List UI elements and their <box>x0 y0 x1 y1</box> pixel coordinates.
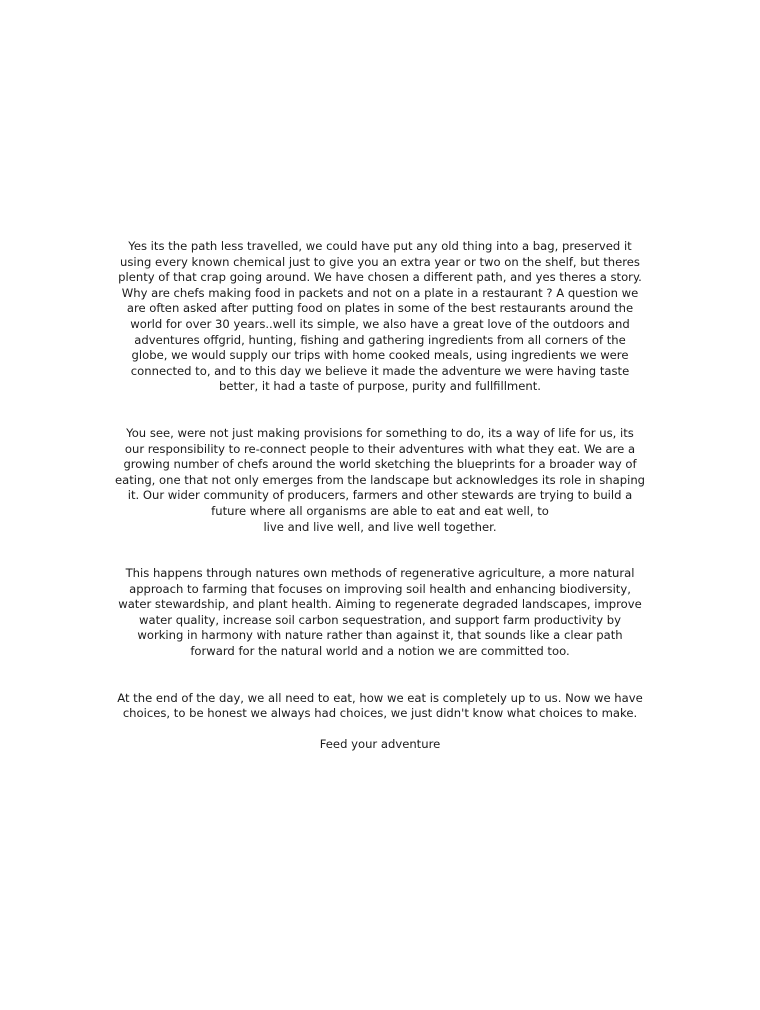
text-line: water stewardship, and plant health. Aiming to regenerate degraded landscapes, improve <box>118 597 642 612</box>
text-line: growing number of chefs around the world sketching the blueprints for a broader way of <box>123 457 637 472</box>
text-line: eating, one that not only emerges from the landscape but acknowledges its role in shaping <box>114 472 646 487</box>
text-line: You see, were not just making provisions for something to do, its a way of life for us, its <box>126 425 634 440</box>
text-line: working in harmony with nature rather than against it, that sounds like a clear path <box>137 628 623 643</box>
text-line: live and live well, and live well together. <box>263 519 497 534</box>
text-line: approach to farming that focuses on improving soil health and enhancing biodiversity, <box>129 581 631 596</box>
text-line: globe, we would supply our trips with home cooked meals, using ingredients we were <box>131 348 629 363</box>
text-line: water quality, increase soil carbon sequestration, and support farm productivity by <box>139 612 621 627</box>
paragraph-origin-story <box>108 239 652 395</box>
text-line: plenty of that crap going around. We have chosen a different path, and yes theres a story. <box>118 270 642 285</box>
paragraph-choices <box>108 691 652 722</box>
text-line: At the end of the day, we all need to eat, how we eat is completely up to us. Now we have <box>117 690 643 705</box>
tagline: Feed your adventure <box>319 737 441 752</box>
text-line: Yes its the path less travelled, we could have put any old thing into a bag, preserved it <box>128 239 632 253</box>
text-line: future where all organisms are able to eat and eat well, to <box>211 503 549 518</box>
text-line: adventures offgrid, hunting, fishing and gathering ingredients from all corners of the <box>134 332 626 347</box>
text-line: our responsibility to re-connect people to their adventures with what they eat. We are a <box>124 441 636 456</box>
text-line: world for over 30 years..well its simple, we also have a great love of the outdoors and <box>130 316 630 331</box>
paragraph-way-of-life <box>108 426 652 535</box>
text-line: better, it had a taste of purpose, purity and fullfillment. <box>219 379 541 394</box>
text-line: choices, to be honest we always had choices, we just didn't know what choices to make. <box>122 706 638 721</box>
text-line: connected to, and to this day we believe it made the adventure we were having taste <box>130 363 630 378</box>
text-line: using every known chemical just to give you an extra year or two on the shelf, but theres <box>120 254 640 269</box>
story-text-block <box>108 239 652 753</box>
text-line: it. Our wider community of producers, farmers and other stewards are trying to build a <box>127 488 633 503</box>
text-line: forward for the natural world and a notion we are committed too. <box>190 644 570 659</box>
text-line: Why are chefs making food in packets and not on a plate in a restaurant ? A question we <box>121 285 639 300</box>
text-line: This happens through natures own methods of regenerative agriculture, a more natural <box>125 566 635 581</box>
text-line: are often asked after putting food on plates in some of the best restaurants around the <box>126 301 634 316</box>
paragraph-regenerative-agriculture <box>108 566 652 660</box>
